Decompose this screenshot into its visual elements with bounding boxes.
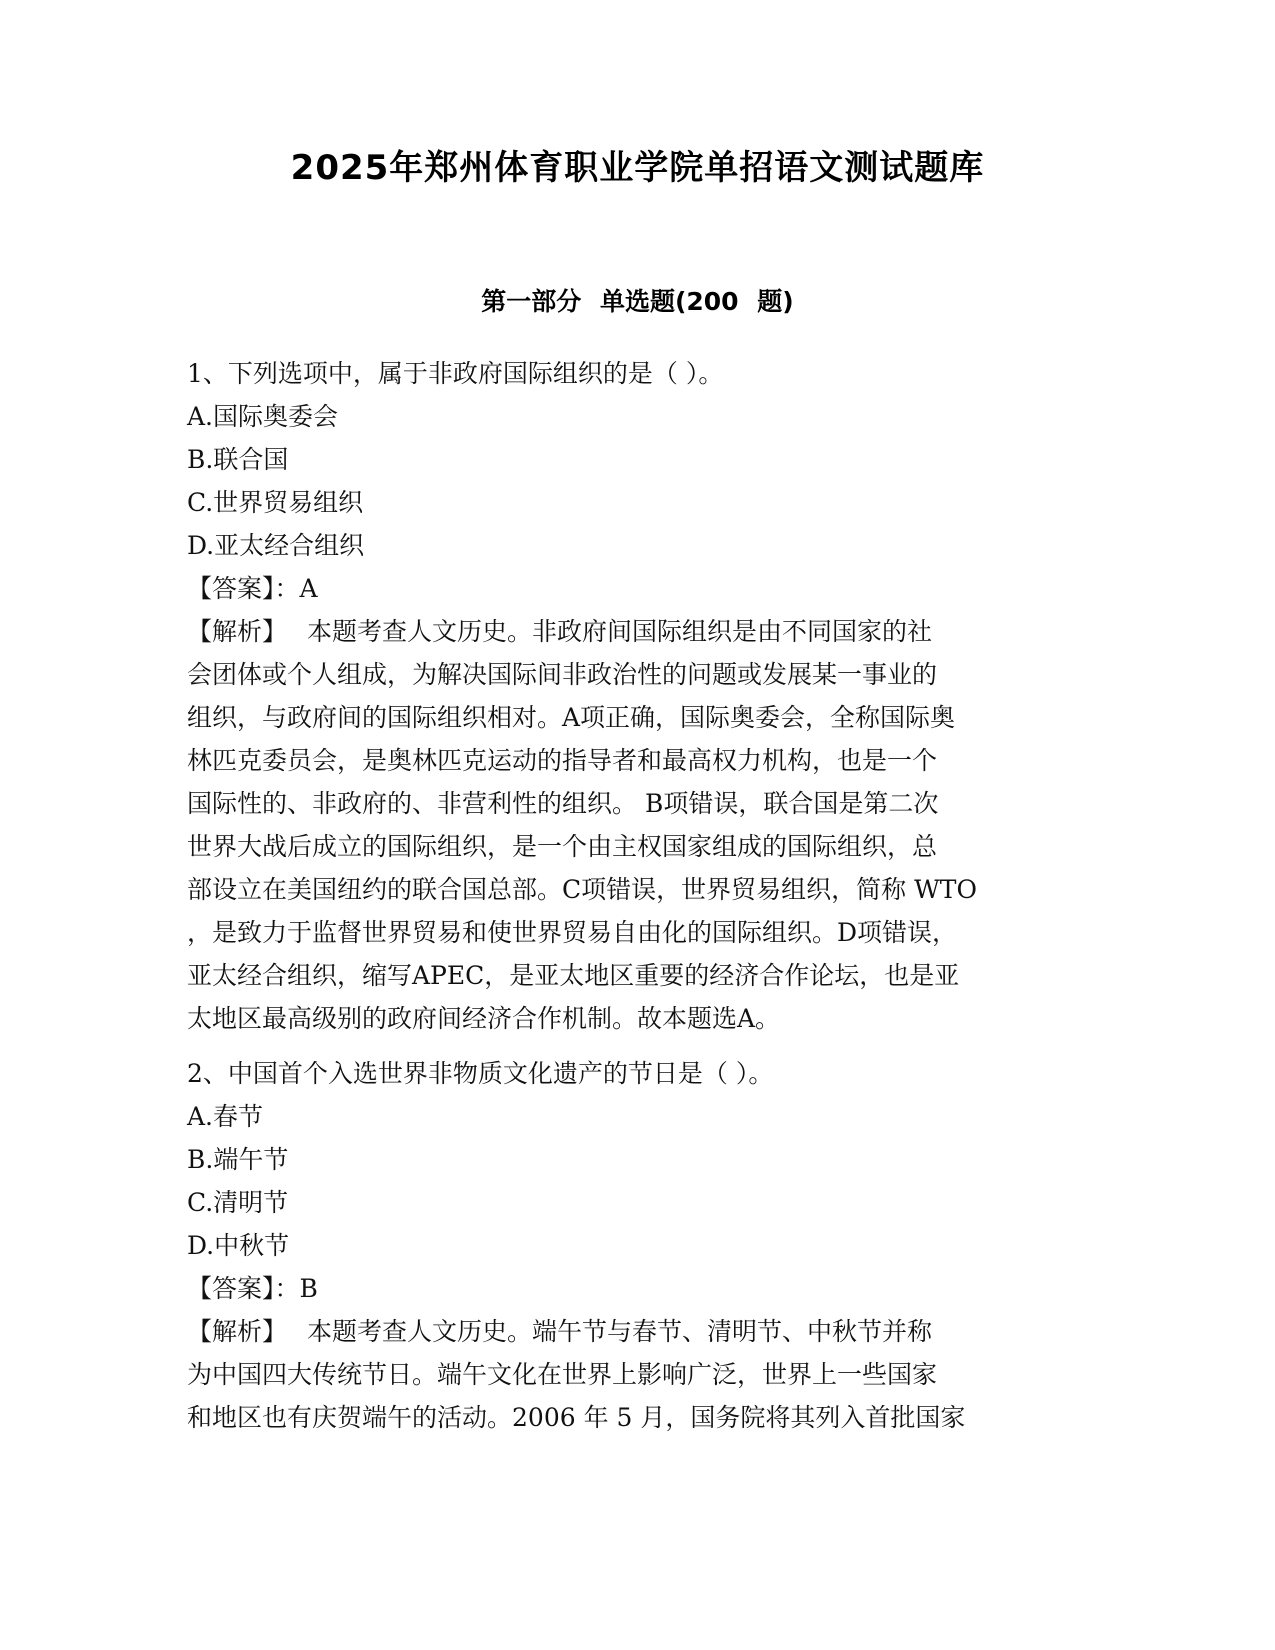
answer-line: 【答案】：A xyxy=(187,574,318,603)
option-d: D.亚太经合组织 xyxy=(187,531,365,560)
analysis-label: 【解析】 xyxy=(187,617,288,646)
question-stem: 1、下列选项中，属于非政府国际组织的是（ ）。 xyxy=(187,359,724,388)
section-heading: 第一部分 单选题(200 题) xyxy=(481,287,794,316)
analysis-line: ，是致力于监督世界贸易和使世界贸易自由化的国际组织。D项错误， xyxy=(187,918,958,947)
analysis-line: 部设立在美国纽约的联合国总部。C项错误，世界贸易组织，简称 WTO xyxy=(187,875,977,904)
option-c: C.世界贸易组织 xyxy=(187,488,364,517)
analysis-first-line xyxy=(187,610,1087,653)
question-block xyxy=(187,1052,1087,1439)
analysis-text: 本题考查人文历史。非政府间国际组织是由不同国家的社 xyxy=(307,617,933,646)
analysis-first-line xyxy=(187,1310,1087,1353)
option-b: B.联合国 xyxy=(187,445,289,474)
option-b: B.端午节 xyxy=(187,1145,289,1174)
analysis-line: 组织，与政府间的国际组织相对。A项正确，国际奥委会，全称国际奥 xyxy=(187,703,956,732)
analysis-line: 亚太经合组织，缩写APEC，是亚太地区重要的经济合作论坛，也是亚 xyxy=(187,961,960,990)
option-c: C.清明节 xyxy=(187,1188,289,1217)
document-title: 2025年郑州体育职业学院单招语文测试题库 xyxy=(290,148,985,188)
question-block xyxy=(187,352,1087,1040)
option-a: A.国际奥委会 xyxy=(187,402,339,431)
question-list xyxy=(187,352,1087,1439)
analysis-text: 本题考查人文历史。端午节与春节、清明节、中秋节并称 xyxy=(307,1317,933,1346)
analysis-line: 为中国四大传统节日。端午文化在世界上影响广泛，世界上一些国家 xyxy=(187,1360,938,1389)
analysis-line: 和地区也有庆贺端午的活动。2006 年 5 月，国务院将其列入首批国家 xyxy=(187,1403,966,1432)
analysis-line: 太地区最高级别的政府间经济合作机制。故本题选A。 xyxy=(187,1004,781,1033)
analysis-label: 【解析】 xyxy=(187,1317,288,1346)
analysis-line: 会团体或个人组成，为解决国际间非政治性的问题或发展某一事业的 xyxy=(187,660,938,689)
option-d: D.中秋节 xyxy=(187,1231,290,1260)
question-stem: 2、中国首个入选世界非物质文化遗产的节日是（ ）。 xyxy=(187,1059,774,1088)
analysis-line: 国际性的、非政府的、非营利性的组织。 B项错误，联合国是第二次 xyxy=(187,789,939,818)
answer-line: 【答案】：B xyxy=(187,1274,318,1303)
analysis-line: 世界大战后成立的国际组织，是一个由主权国家组成的国际组织，总 xyxy=(187,832,938,861)
analysis-line: 林匹克委员会，是奥林匹克运动的指导者和最高权力机构，也是一个 xyxy=(187,746,938,775)
option-a: A.春节 xyxy=(187,1102,264,1131)
